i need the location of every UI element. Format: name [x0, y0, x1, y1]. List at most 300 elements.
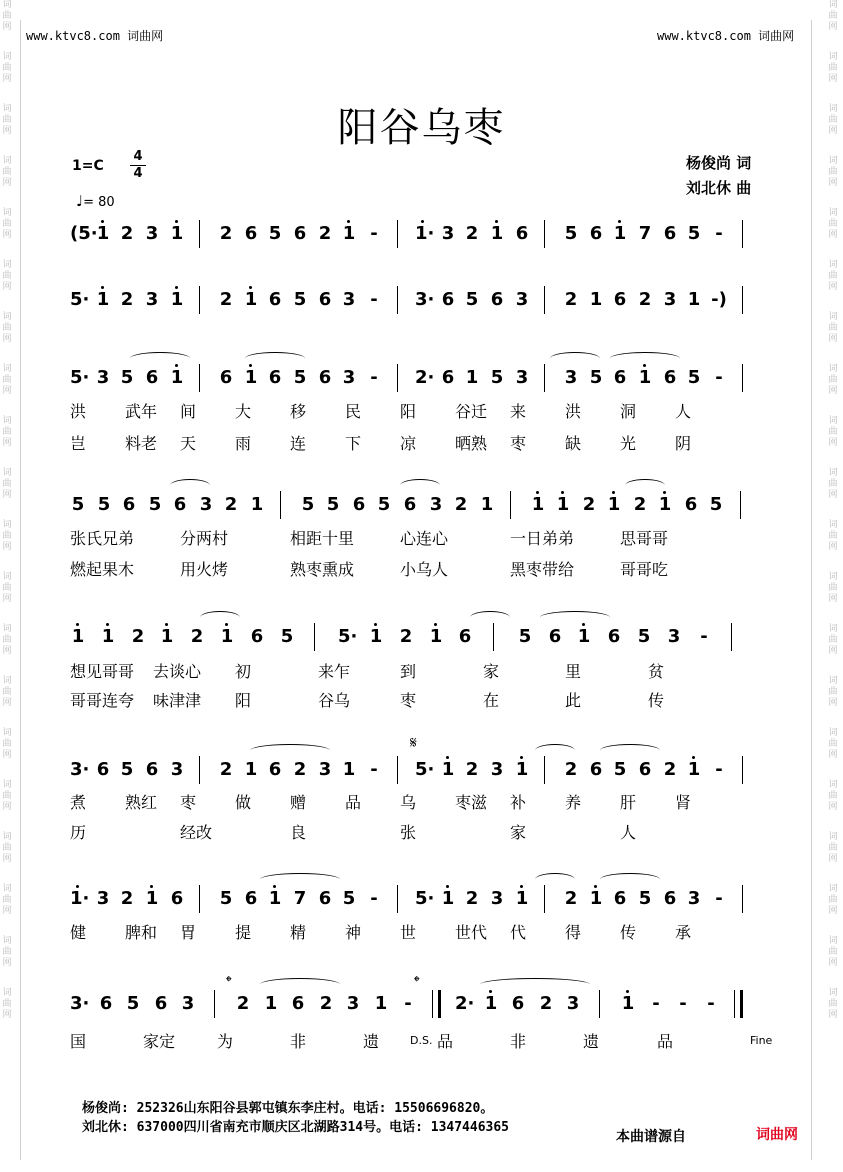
lyric-word: 家 — [483, 662, 500, 681]
bar-line — [599, 990, 600, 1018]
lyric-word: 健 — [70, 923, 87, 942]
bar-line — [397, 364, 398, 392]
tempo-marking — [76, 192, 115, 210]
score-note: 5 — [589, 367, 603, 388]
lyric-word: 连 — [290, 434, 307, 453]
lyric-word: 胃 — [180, 923, 197, 942]
watermark-column-left — [0, 0, 14, 1172]
score-note: 5 — [219, 888, 233, 909]
lyric-word: 熟红 — [125, 793, 158, 812]
lyric-word: 光 — [620, 434, 637, 453]
slur-mark — [250, 744, 330, 757]
lyric-word: 非 — [290, 1032, 307, 1051]
watermark-column-right — [826, 0, 840, 1172]
score-note: 1 — [268, 888, 282, 909]
score-note: 1 — [556, 494, 570, 515]
lyric-word: 煮 — [70, 793, 87, 812]
score-note: 6 — [589, 223, 603, 244]
score-note: 5 — [490, 367, 504, 388]
score-note: 2 — [120, 888, 134, 909]
score-note: 2 — [465, 223, 479, 244]
score-note: 1 — [170, 367, 184, 388]
score-note: 6 — [684, 494, 698, 515]
bar-line — [199, 286, 200, 314]
lyric-word: 天 — [180, 434, 197, 453]
score-note: 6 — [613, 367, 627, 388]
score-note: 2· — [455, 993, 475, 1014]
score-note: 1 — [145, 888, 159, 909]
lyric-word: 张 — [400, 823, 417, 842]
score-note: 1 — [490, 223, 504, 244]
lyric-word: 初 — [235, 662, 252, 681]
lyric-word: 世 — [400, 923, 417, 942]
score-note: 2 — [319, 993, 333, 1014]
score-note: 3· — [415, 289, 435, 310]
lyric-word: 提 — [235, 923, 252, 942]
coda-mark-right: 𝄌 — [414, 972, 420, 991]
watermark-text: 词曲网 — [828, 728, 838, 760]
score-note: 2 — [633, 494, 647, 515]
score-note: 6 — [293, 223, 307, 244]
bar-line — [199, 756, 200, 784]
lyric-word: 阴 — [675, 434, 692, 453]
double-bar-line — [432, 990, 441, 1018]
bar-line — [397, 885, 398, 913]
score-note: 1 — [374, 993, 388, 1014]
score-note: 3 — [490, 888, 504, 909]
score-note: 6 — [511, 993, 525, 1014]
lyric-line — [70, 557, 785, 579]
score-note: 3 — [145, 223, 159, 244]
lyric-word: 世代 — [455, 923, 488, 942]
score-note: 2 — [663, 759, 677, 780]
lyric-word: 品 — [345, 793, 362, 812]
score-note: 6 — [458, 626, 472, 647]
lyric-word: 哥哥连夸 — [70, 691, 135, 710]
lyric-word: 贫 — [648, 662, 665, 681]
score-note: 2 — [236, 993, 250, 1014]
bar-line — [544, 220, 545, 248]
slur-mark — [535, 744, 575, 757]
watermark-text: 词曲网 — [2, 572, 12, 604]
lyric-word: 神 — [345, 923, 362, 942]
score-note: 2 — [465, 759, 479, 780]
score-note: 2 — [120, 223, 134, 244]
time-signature-top: 4 — [133, 149, 143, 164]
lyric-word: 燃起果木 — [70, 560, 135, 579]
watermark-text: 词曲网 — [2, 936, 12, 968]
lyric-word: 遗 — [583, 1032, 600, 1051]
site-tag-left[interactable]: www.ktvc8.com 词曲网 — [26, 29, 164, 43]
lyric-word: 代 — [510, 923, 527, 942]
score-note: 1 — [658, 494, 672, 515]
coda-mark-left: 𝄌 — [226, 972, 232, 991]
lyric-line — [70, 688, 785, 710]
site-logo[interactable]: 词曲网 — [756, 1127, 798, 1143]
bar-line — [214, 990, 215, 1018]
score-note: 3 — [667, 626, 681, 647]
score-note: - — [370, 888, 378, 909]
score-row — [70, 366, 785, 396]
score-note: - — [652, 993, 660, 1014]
score-note: 6 — [607, 626, 621, 647]
score-note: 3 — [663, 289, 677, 310]
score-note: - — [370, 367, 378, 388]
score-note: 2 — [638, 289, 652, 310]
score-note: 6 — [663, 367, 677, 388]
score-note: 1 — [465, 367, 479, 388]
watermark-text: 词曲网 — [828, 312, 838, 344]
score-note: 1 — [160, 626, 174, 647]
score-note: 5 — [120, 367, 134, 388]
slur-mark — [535, 873, 575, 886]
lyric-word: 精 — [290, 923, 307, 942]
watermark-text: 词曲网 — [2, 104, 12, 136]
score-note: 1 — [577, 626, 591, 647]
score-note: 3 — [441, 223, 455, 244]
score-note: 1 — [170, 223, 184, 244]
slur-mark — [600, 873, 660, 886]
score-note: 1 — [264, 993, 278, 1014]
slur-mark — [260, 978, 340, 991]
lyric-word: 思哥哥 — [620, 529, 669, 548]
score-note: 2 — [219, 759, 233, 780]
score-note: 1 — [342, 223, 356, 244]
score-note: 6 — [99, 993, 113, 1014]
score-note: 6 — [122, 494, 136, 515]
lyric-word: 雨 — [235, 434, 252, 453]
tempo-value: = 80 — [83, 195, 115, 210]
score-note: 1 — [170, 289, 184, 310]
key-signature: 1=C — [72, 158, 104, 174]
slur-mark — [260, 873, 340, 886]
lyric-word: 谷乌 — [318, 691, 351, 710]
score-note: 1 — [687, 759, 701, 780]
score-note: 1 — [244, 289, 258, 310]
score-note: 3 — [564, 367, 578, 388]
score-note: 5 — [120, 759, 134, 780]
score-note: 6 — [96, 759, 110, 780]
bar-line — [731, 623, 732, 651]
score-note: 2 — [582, 494, 596, 515]
bar-line — [742, 885, 743, 913]
score-note: 1 — [369, 626, 383, 647]
lyric-word: 相距十里 — [290, 529, 355, 548]
watermark-text: 词曲网 — [828, 156, 838, 188]
lyricist-credit: 杨俊尚 词 — [686, 154, 752, 172]
quarter-note-icon: ♩ — [76, 192, 84, 210]
lyric-word: 来乍 — [318, 662, 351, 681]
watermark-text: 词曲网 — [828, 624, 838, 656]
score-note: 5 — [293, 367, 307, 388]
lyric-word: 肾 — [675, 793, 692, 812]
score-note: 6 — [613, 289, 627, 310]
lyric-word: 去谈心 — [153, 662, 202, 681]
score-row — [70, 625, 785, 655]
score-note: 5 — [126, 993, 140, 1014]
score-note: 2 — [219, 289, 233, 310]
score-note: 3 — [318, 759, 332, 780]
lyric-word: 张氏兄弟 — [70, 529, 135, 548]
lyric-word: 脾和 — [125, 923, 158, 942]
score-note: 1· — [415, 223, 435, 244]
score-note: 3 — [566, 993, 580, 1014]
bar-line — [544, 885, 545, 913]
lyric-word: 熟枣熏成 — [290, 560, 355, 579]
score-note: 1· — [70, 888, 90, 909]
score-row — [70, 758, 785, 788]
watermark-text: 词曲网 — [828, 260, 838, 292]
score-row — [70, 493, 785, 523]
score-note: 6 — [268, 367, 282, 388]
lyric-word: 岂 — [70, 434, 87, 453]
watermark-text: 词曲网 — [828, 104, 838, 136]
lyric-word: 此 — [565, 691, 582, 710]
watermark-text: 词曲网 — [828, 988, 838, 1020]
score-note: 5· — [338, 626, 358, 647]
score-note: 1 — [71, 626, 85, 647]
song-title: 阳谷乌枣 — [337, 105, 506, 151]
lyric-word: 家 — [510, 823, 527, 842]
score-note: 6 — [244, 223, 258, 244]
bar-line — [510, 491, 511, 519]
lyric-word: 经改 — [180, 823, 213, 842]
score-note: 2 — [399, 626, 413, 647]
score-note: 5· — [70, 367, 90, 388]
bar-line — [397, 286, 398, 314]
score-note: 1 — [613, 223, 627, 244]
lyric-word: 心连心 — [400, 529, 449, 548]
lyric-word: 枣滋 — [455, 793, 488, 812]
score-note: 2 — [318, 223, 332, 244]
score-note: 1 — [220, 626, 234, 647]
watermark-text: 词曲网 — [2, 312, 12, 344]
watermark-text: 词曲网 — [2, 156, 12, 188]
score-note: 6 — [268, 759, 282, 780]
bar-line — [544, 364, 545, 392]
bar-line — [742, 364, 743, 392]
score-note: 6 — [145, 759, 159, 780]
lyric-word: 历 — [70, 823, 87, 842]
score-note: 2 — [465, 888, 479, 909]
lyric-word: 人 — [620, 823, 637, 842]
score-note: 6 — [170, 888, 184, 909]
site-tag-right[interactable]: www.ktvc8.com 词曲网 — [657, 29, 795, 43]
bar-line — [280, 491, 281, 519]
lyric-word: 赠 — [290, 793, 307, 812]
slur-mark — [200, 611, 240, 624]
score-note: 6 — [441, 289, 455, 310]
lyric-word: 哥哥吃 — [620, 560, 669, 579]
score-note: 5· — [415, 888, 435, 909]
score-note: 2 — [564, 888, 578, 909]
slur-mark — [480, 978, 590, 991]
score-note: 2 — [190, 626, 204, 647]
lyric-word: 阳 — [235, 691, 252, 710]
lyric-word: 遗 — [363, 1032, 380, 1051]
lyric-word: 非 — [510, 1032, 527, 1051]
lyric-word: 承 — [675, 923, 692, 942]
lyric-word: 洪 — [70, 402, 87, 421]
score-note: 6 — [663, 888, 677, 909]
bar-line — [493, 623, 494, 651]
score-note: 3 — [342, 289, 356, 310]
score-note: 6 — [515, 223, 529, 244]
lyric-word: 做 — [235, 793, 252, 812]
watermark-text: 词曲网 — [2, 780, 12, 812]
score-note: 2 — [539, 993, 553, 1014]
bar-line — [544, 756, 545, 784]
lyric-word: 黑枣带给 — [510, 560, 575, 579]
score-note: 1 — [531, 494, 545, 515]
slur-mark — [170, 479, 210, 492]
score-note: 6 — [154, 993, 168, 1014]
lyric-word: 大 — [235, 402, 252, 421]
lyric-word: 洞 — [620, 402, 637, 421]
lyric-line — [70, 399, 785, 421]
lyric-word: 晒熟 — [455, 434, 488, 453]
watermark-text: 词曲网 — [828, 364, 838, 396]
score-note: - — [370, 759, 378, 780]
watermark-text: 词曲网 — [828, 208, 838, 240]
lyric-word: 用火烤 — [180, 560, 229, 579]
score-note: 2 — [293, 759, 307, 780]
lyric-word: 肝 — [620, 793, 637, 812]
score-note: 2 — [454, 494, 468, 515]
score-note: 6 — [403, 494, 417, 515]
lyric-line — [70, 659, 785, 681]
score-note: 3 — [515, 367, 529, 388]
score-row — [70, 288, 785, 318]
score-note: 1 — [480, 494, 494, 515]
lyric-word: 武年 — [125, 402, 158, 421]
bar-line — [199, 885, 200, 913]
watermark-text: 词曲网 — [828, 520, 838, 552]
score-note: 1 — [589, 888, 603, 909]
watermark-text: 词曲网 — [2, 520, 12, 552]
watermark-text: 词曲网 — [2, 208, 12, 240]
score-note: 3 — [515, 289, 529, 310]
lyric-word: 枣 — [510, 434, 527, 453]
watermark-text: 词曲网 — [828, 832, 838, 864]
watermark-text: 词曲网 — [2, 416, 12, 448]
score-note: - — [707, 993, 715, 1014]
score-note: 1 — [441, 888, 455, 909]
score-note: 1 — [250, 494, 264, 515]
lyric-word: 里 — [565, 662, 582, 681]
lyric-word: 来 — [510, 402, 527, 421]
score-note: 6 — [173, 494, 187, 515]
score-note: 2 — [564, 759, 578, 780]
watermark-text: 词曲网 — [2, 988, 12, 1020]
lyric-line — [70, 790, 785, 812]
score-note: 2· — [415, 367, 435, 388]
watermark-text: 词曲网 — [828, 780, 838, 812]
lyric-line — [70, 920, 785, 942]
bar-line — [740, 491, 741, 519]
lyric-word: 间 — [180, 402, 197, 421]
score-note: 3 — [429, 494, 443, 515]
bar-line — [544, 286, 545, 314]
bar-line — [199, 364, 200, 392]
score-note: 6 — [219, 367, 233, 388]
lyric-word: 凉 — [400, 434, 417, 453]
score-note: 1 — [638, 367, 652, 388]
watermark-text: 词曲网 — [2, 676, 12, 708]
watermark-text: 词曲网 — [828, 0, 838, 32]
score-note: 1 — [621, 993, 635, 1014]
lyric-word: 移 — [290, 402, 307, 421]
score-note: 2 — [219, 223, 233, 244]
score-note: - — [679, 993, 687, 1014]
score-note: 1 — [244, 759, 258, 780]
score-note: 1 — [96, 289, 110, 310]
score-note: 2 — [131, 626, 145, 647]
score-note: 1 — [589, 289, 603, 310]
lyric-word: 到 — [400, 662, 417, 681]
lyric-word: 品 — [657, 1032, 674, 1051]
lyric-word: 民 — [345, 402, 362, 421]
ds-mark: D.S. — [410, 1034, 433, 1047]
score-note: 5 — [465, 289, 479, 310]
bar-line — [742, 756, 743, 784]
lyric-line — [70, 526, 785, 548]
lyric-word: 在 — [483, 691, 500, 710]
watermark-text: 词曲网 — [2, 260, 12, 292]
score-note: 6 — [145, 367, 159, 388]
lyric-word: 分两村 — [180, 529, 229, 548]
watermark-text: 词曲网 — [2, 468, 12, 500]
composer-credit: 刘北休 曲 — [686, 179, 752, 197]
watermark-text: 词曲网 — [2, 624, 12, 656]
score-note: 5 — [518, 626, 532, 647]
score-note: 1 — [484, 993, 498, 1014]
double-bar-line — [734, 990, 743, 1018]
lyric-word: 良 — [290, 823, 307, 842]
score-note: 3 — [199, 494, 213, 515]
lyric-word: 养 — [565, 793, 582, 812]
score-note: 3 — [342, 367, 356, 388]
slur-mark — [550, 352, 600, 365]
score-note: 1 — [515, 888, 529, 909]
lyric-word: 一日弟弟 — [510, 529, 575, 548]
lyric-word: 得 — [565, 923, 582, 942]
score-note: 6 — [318, 289, 332, 310]
watermark-text: 词曲网 — [828, 52, 838, 84]
score-note: 1 — [441, 759, 455, 780]
score-note: 2 — [120, 289, 134, 310]
lyric-line — [70, 431, 785, 453]
score-note: - — [715, 759, 723, 780]
score-note: 6 — [244, 888, 258, 909]
score-note: 5· — [70, 289, 90, 310]
score-note: 5 — [97, 494, 111, 515]
lyric-word: 为 — [217, 1032, 234, 1051]
lyric-word: 缺 — [565, 434, 582, 453]
score-note: 6 — [250, 626, 264, 647]
lyric-word: 阳 — [400, 402, 417, 421]
score-note: 5 — [709, 494, 723, 515]
score-note: - — [715, 888, 723, 909]
lyric-word: 人 — [675, 402, 692, 421]
watermark-text: 词曲网 — [828, 468, 838, 500]
slur-mark — [130, 352, 190, 365]
lyric-word: 想见哥哥 — [70, 662, 135, 681]
bar-line — [397, 220, 398, 248]
score-note: 2 — [564, 289, 578, 310]
score-note: 5 — [687, 223, 701, 244]
score-note: - — [370, 223, 378, 244]
